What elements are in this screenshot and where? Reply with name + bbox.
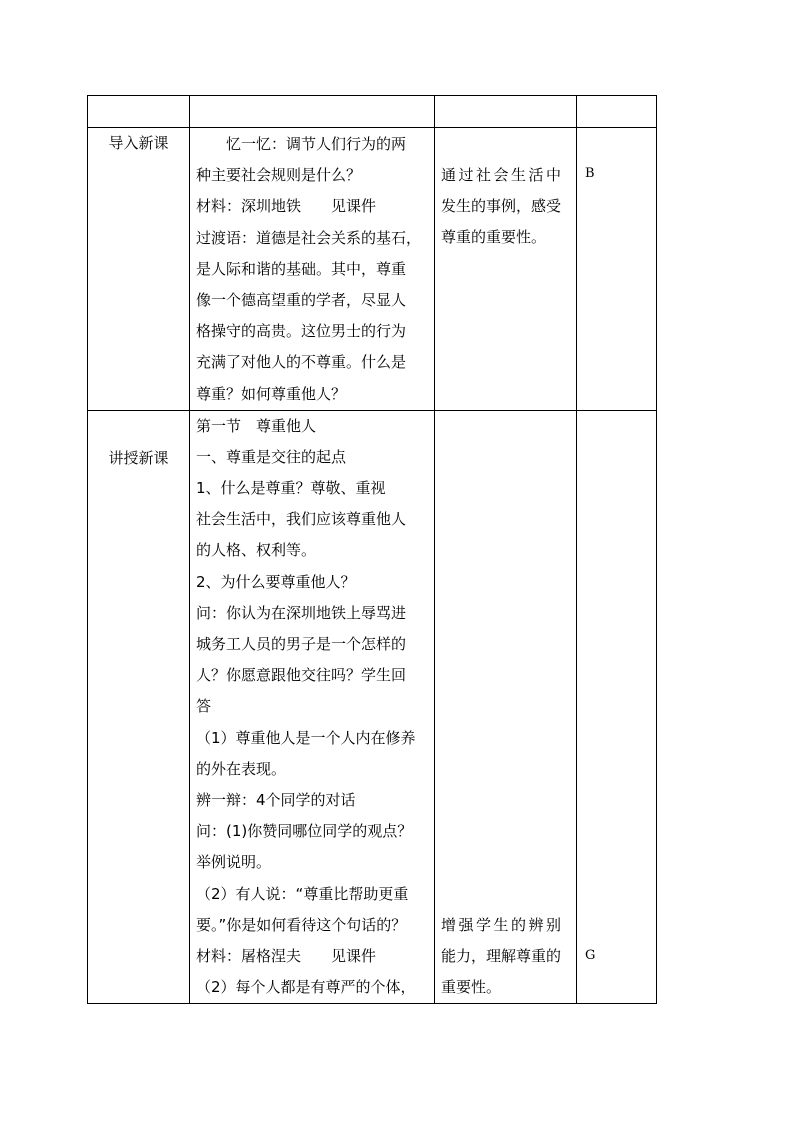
content-line: 的人格、权利等。: [196, 541, 317, 560]
content-line: 2、为什么要尊重他人？: [196, 572, 356, 591]
mark-cell: [577, 128, 657, 411]
table-row: [88, 410, 657, 1004]
content-line: 答: [196, 697, 212, 716]
lesson-plan-table: [87, 95, 657, 1004]
content-line: 格操守的高贵。这位男士的行为: [196, 322, 407, 341]
content-line: （2）每个人都是有尊严的个体，: [196, 978, 416, 997]
intent-line: 能力，理解尊重的: [441, 946, 562, 965]
content-line: 第一节 尊重他人: [196, 416, 317, 435]
content-cell: [190, 410, 435, 1004]
content-cell: [190, 128, 435, 411]
content-line: 像一个德高望重的学者，尽显人: [196, 290, 407, 309]
content-line: 问：(1)你赞同哪位同学的观点？: [196, 822, 413, 841]
mark-label: B: [585, 166, 595, 181]
content-line: 尊重？如何尊重他人？: [196, 384, 347, 403]
content-line: 社会生活中，我们应该尊重他人: [196, 510, 407, 529]
content-line: 的外在表现。: [196, 759, 287, 778]
header-cell-stage: [88, 96, 190, 128]
content-line: 一、尊重是交往的起点: [196, 447, 347, 466]
content-line: 是人际和谐的基础。其中，尊重: [196, 259, 407, 278]
stage-cell: [88, 128, 190, 411]
intent-line: 通过社会生活中: [441, 166, 564, 184]
mark-label: G: [585, 947, 596, 963]
content-line: 1、什么是尊重？尊敬、重视: [196, 479, 386, 498]
intent-line: 尊重的重要性。: [441, 228, 547, 247]
content-line: 城务工人员的男子是一个怎样的: [196, 635, 407, 653]
intent-line: 重要性。: [441, 978, 502, 997]
intent-cell: [435, 128, 577, 411]
content-line: 充满了对他人的不尊重。什么是: [196, 353, 407, 372]
stage-label: 讲授新课: [108, 448, 169, 467]
table-header-row: [88, 96, 657, 128]
content-line: 人？你愿意跟他交往吗？学生回: [196, 666, 407, 685]
intent-line: 发生的事例，感受: [441, 197, 562, 216]
content-line: 忆一忆：调节人们行为的两: [226, 135, 407, 153]
content-line: 问：你认为在深圳地铁上辱骂进: [196, 603, 407, 622]
header-cell-mark: [577, 96, 657, 128]
content-line: 种主要社会规则是什么？: [196, 166, 362, 185]
content-line: 要。”你是如何看待这个句话的？: [196, 915, 407, 934]
table-row: [88, 128, 657, 411]
content-line: 材料：屠格涅夫 见课件: [196, 946, 377, 965]
stage-cell: [88, 410, 190, 1004]
content-line: （1）尊重他人是一个人内在修养: [196, 728, 416, 747]
intent-line: 增强学生的辨别: [441, 915, 564, 934]
header-cell-content: [190, 96, 435, 128]
intent-cell: [435, 410, 577, 1004]
mark-cell: [577, 410, 657, 1004]
content-line: 过渡语：道德是社会关系的基石，: [196, 228, 422, 247]
stage-label: 导入新课: [108, 134, 169, 152]
content-line: （2）有人说：“尊重比帮助更重: [196, 884, 409, 903]
content-line: 辨一辩：4个同学的对话: [196, 790, 356, 809]
content-line: 举例说明。: [196, 853, 272, 872]
content-line: 材料：深圳地铁 见课件: [196, 197, 377, 216]
header-cell-intent: [435, 96, 577, 128]
